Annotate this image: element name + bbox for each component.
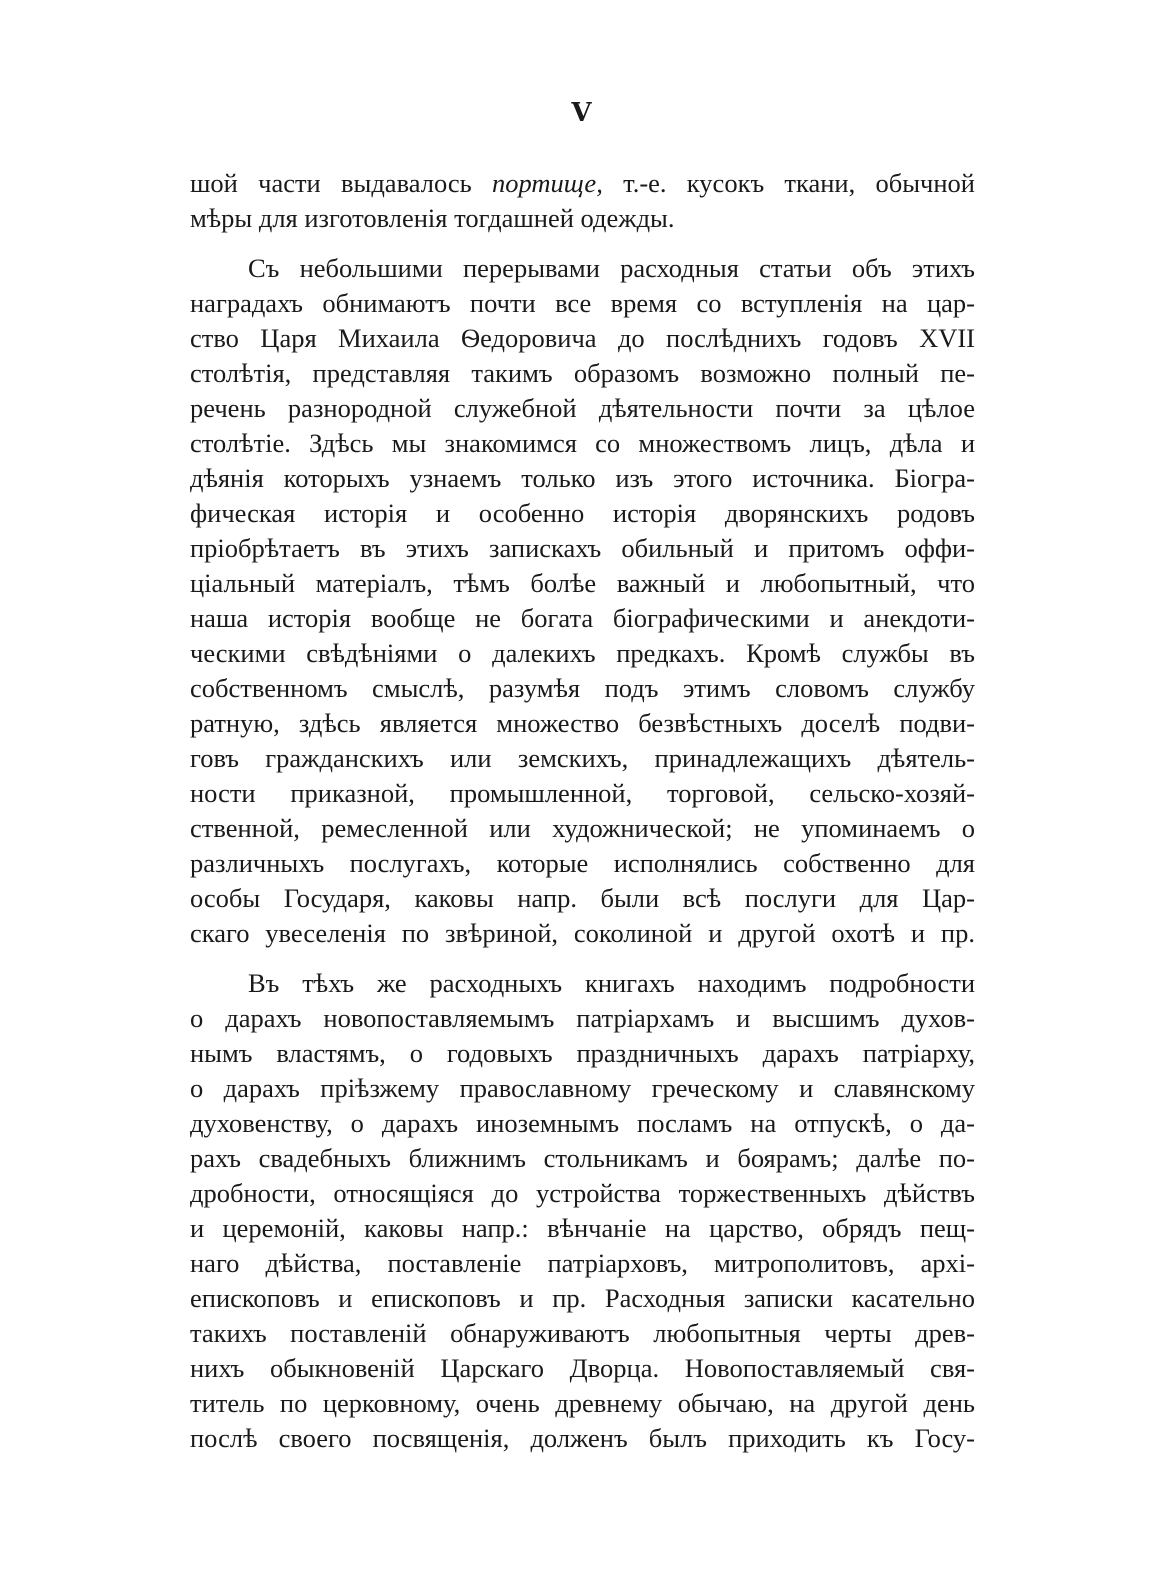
text-line: столѣтіе. Здѣсь мы знакомимся со множествомъ лицъ, дѣла и xyxy=(190,428,975,458)
text-line: ческими свѣдѣніями о далекихъ предкахъ. Кромѣ службы въ xyxy=(190,638,975,668)
text-line: различныхъ послугахъ, которые исполнялись собственно для xyxy=(190,848,975,878)
text-line: епископовъ и епископовъ и пр. Расходныя записки касательно xyxy=(190,1283,975,1313)
text-line: наградахъ обнимаютъ почти все время со вступленія на цар- xyxy=(190,288,975,318)
text-line: ственной, ремесленной или художнической; не упоминаемъ о xyxy=(190,813,975,843)
paragraph xyxy=(190,251,975,951)
text-line: о дарахъ пріѣзжему православному греческому и славянскому xyxy=(190,1073,975,1103)
text-line: фическая исторія и особенно исторія дворянскихъ родовъ xyxy=(190,498,975,528)
text-line: нымъ властямъ, о годовыхъ праздничныхъ дарахъ патріарху, xyxy=(190,1038,975,1068)
text-line: столѣтія, представляя такимъ образомъ возможно полный пе- xyxy=(190,358,975,388)
paragraph xyxy=(190,966,975,1456)
text-line: дробности, относящіяся до устройства торжественныхъ дѣйствъ xyxy=(190,1178,975,1208)
text-line: ство Царя Михаила Ѳедоровича до послѣднихъ годовъ XVII xyxy=(190,323,975,353)
text-line: мѣры для изготовленія тогдашней одежды. xyxy=(190,203,675,233)
text-line: послѣ своего посвященія, долженъ былъ приходить къ Госу- xyxy=(190,1423,975,1453)
paragraph xyxy=(190,166,975,236)
text-line: ціальный матеріалъ, тѣмъ болѣе важный и любопытный, что xyxy=(190,568,975,598)
text-line: Въ тѣхъ же расходныхъ книгахъ находимъ подробности xyxy=(248,968,975,998)
text-line: ратную, здѣсь является множество безвѣстныхъ доселѣ подви- xyxy=(190,708,975,738)
text-line: дѣянія которыхъ узнаемъ только изъ этого источника. Біогра- xyxy=(190,463,975,493)
text-line: особы Государя, каковы напр. были всѣ послуги для Цар- xyxy=(190,883,975,913)
text-line: ности приказной, промышленной, торговой, сельско-хозяй- xyxy=(190,778,975,808)
text-line: рахъ свадебныхъ ближнимъ стольникамъ и боярамъ; далѣе по- xyxy=(190,1143,975,1173)
text-line: и церемоній, каковы напр.: вѣнчаніе на царство, обрядъ пещ- xyxy=(190,1213,975,1243)
page-number: V xyxy=(571,98,592,128)
text-line: пріобрѣтаетъ въ этихъ запискахъ обильный и притомъ оффи- xyxy=(190,533,975,563)
text-line: о дарахъ новопоставляемымъ патріархамъ и высшимъ духов- xyxy=(190,1003,975,1033)
text-line: говъ гражданскихъ или земскихъ, принадлежащихъ дѣятель- xyxy=(190,743,975,773)
text-line: титель по церковному, очень древнему обычаю, на другой день xyxy=(190,1388,975,1418)
italic-term: портище, xyxy=(491,168,603,198)
text-line: наша исторія вообще не богата біографическими и анекдоти- xyxy=(190,603,975,633)
text-line: шой части выдавалось портище, т.-е. кусокъ ткани, обычной xyxy=(190,168,975,198)
text-line: собственномъ смыслѣ, разумѣя подъ этимъ словомъ службу xyxy=(190,673,975,703)
text-line: скаго увеселенія по звѣриной, соколиной и другой охотѣ и пр. xyxy=(190,918,975,948)
text-line: нихъ обыкновеній Царскаго Дворца. Новопоставляемый свя- xyxy=(190,1353,975,1383)
text-line: такихъ поставленій обнаруживаютъ любопытныя черты древ- xyxy=(190,1318,975,1348)
body-text xyxy=(190,166,975,1456)
text-line: Съ небольшими перерывами расходныя статьи объ этихъ xyxy=(248,253,975,283)
text-line: наго дѣйства, поставленіе патріарховъ, митрополитовъ, архі- xyxy=(190,1248,975,1278)
text-line: речень разнородной служебной дѣятельности почти за цѣлое xyxy=(190,393,975,423)
text-line: духовенству, о дарахъ иноземнымъ посламъ на отпускѣ, о да- xyxy=(190,1108,975,1138)
